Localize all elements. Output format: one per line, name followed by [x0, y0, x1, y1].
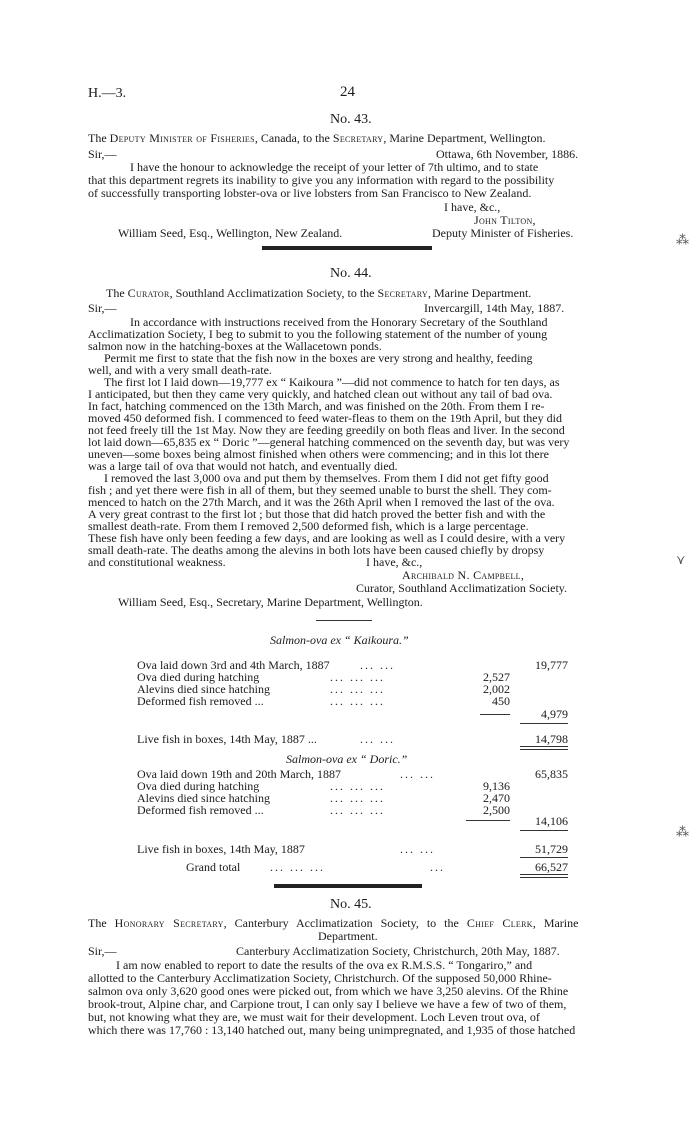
- body-line: which there was 17,760 : 13,140 hatched out, many being unimpregnated, and 1,935 of those hatched: [88, 1023, 576, 1037]
- title-to: Chief Clerk: [466, 916, 533, 930]
- letter-title: [88, 132, 545, 145]
- body-line: was a large tail of ova that would not hatch, and eventually died.: [88, 459, 398, 473]
- title-from: Curator: [127, 286, 170, 300]
- title-pre: The: [106, 286, 125, 300]
- letter-title: [106, 287, 531, 300]
- title-from: Deputy Minister of Fisheries: [109, 131, 255, 145]
- body-line: Permit me first to state that the fish now in the boxes are very strong and healthy, feeding: [104, 351, 533, 365]
- row-label: Live fish in boxes, 14th May, 1887: [137, 842, 305, 856]
- letter-number: No. 43.: [330, 112, 372, 127]
- row-label: Deformed fish removed ...: [137, 694, 264, 708]
- sub-rule: [480, 714, 510, 715]
- dot-leader: ... ... ...: [330, 694, 385, 708]
- subtotal: 4,979: [541, 707, 568, 721]
- dot-leader: ... ...: [360, 732, 395, 746]
- body-line: fish ; and yet there were fish in all of them, but they seemed unable to burst the shell. They com-: [88, 483, 552, 497]
- section-divider: [262, 246, 432, 250]
- dot-leader: ... ...: [400, 767, 435, 781]
- total-rule: [520, 874, 568, 875]
- addressee: William Seed, Esq., Secretary, Marine Department, Wellington.: [118, 595, 423, 609]
- body-line: but, not knowing what they are, we must wait for their development. Loch Leven trout ova, of: [88, 1010, 540, 1024]
- body-line: Acclimatization Society, I beg to submit to you the following statement of the number of young: [88, 327, 548, 341]
- table-heading-kaikoura: Salmon-ova ex “ Kaikoura.”: [270, 633, 409, 647]
- row-label: Grand total: [186, 860, 241, 874]
- dot-leader: ... ... ...: [330, 682, 385, 696]
- closing: I have, &c.,: [366, 555, 423, 569]
- margin-mark: ⋎: [676, 552, 686, 567]
- body-line: These fish have only been feeding a few days, and are looking as well as I could desire, with a very: [88, 531, 566, 545]
- body-line: that this department regrets its inability to give you any information with regard to the possibility: [88, 173, 555, 187]
- dot-leader: ...: [430, 860, 445, 874]
- short-rule: [316, 620, 372, 621]
- salutation: Sir,—: [88, 944, 117, 958]
- body-line: well, and with a very small death-rate.: [88, 363, 272, 377]
- signatory-title: Curator, Southland Acclimatization Society.: [356, 581, 568, 595]
- subtotal: 14,106: [535, 814, 568, 828]
- grand-total: 66,527: [535, 860, 568, 874]
- closing: I have, &c.,: [444, 200, 501, 214]
- row-label: Live fish in boxes, 14th May, 1887 ...: [137, 732, 317, 746]
- row-total: 65,835: [535, 767, 568, 781]
- body-line: I anticipated, but then they came very quickly, and hatched clean out without any tail of bad ova.: [88, 387, 553, 401]
- dateline: Canterbury Acclimatization Society, Christchurch, 20th May, 1887.: [236, 944, 560, 958]
- signatory: John Tilton,: [474, 213, 536, 227]
- title-to: Secretary: [377, 286, 428, 300]
- live-total: 51,729: [535, 842, 568, 856]
- margin-mark: ⁂: [676, 824, 689, 839]
- body-line: I removed the last 3,000 ova and put them by themselves. From them I did not get fifty good: [104, 471, 549, 485]
- body-line: moved 450 deformed fish. I commenced to feed water-fleas to them on the 19th April, but they did: [88, 411, 562, 425]
- title-from: Honorary Secretary: [114, 916, 224, 930]
- body-line: salmon now in the hatching-boxes at the Wallacetown ponds.: [88, 339, 382, 353]
- total-rule: [520, 749, 568, 750]
- dateline: Invercargill, 14th May, 1887.: [424, 301, 565, 315]
- body-line: lot laid down—65,835 ex “ Doric ”—general hatching commenced on the seventh day, but was very: [88, 435, 570, 449]
- signatory-title: Deputy Minister of Fisheries.: [432, 226, 574, 240]
- title-mid: , Canada, to the: [254, 131, 330, 145]
- body-line: salmon ova only 3,620 good ones were picked out, from which we have 3,250 alevins. Of the Rhine: [88, 984, 569, 998]
- body-line: of successfully transporting lobster-ova or live lobsters from San Francisco to New Zealand.: [88, 186, 532, 200]
- running-head-ref: H.—3.: [88, 86, 127, 101]
- dot-leader: ... ... ...: [330, 791, 385, 805]
- total-rule: [520, 746, 568, 747]
- addressee: William Seed, Esq., Wellington, New Zealand.: [118, 226, 343, 240]
- letter-number: No. 44.: [330, 266, 372, 281]
- body-line: not feed freely till the 1st May. Now they are feeding greedily on both fleas and liver. In the second: [88, 423, 565, 437]
- row-label: Alevins died since hatching: [137, 682, 270, 696]
- dot-leader: ... ... ...: [330, 670, 385, 684]
- row-label: Ova died during hatching: [137, 779, 260, 793]
- title-pre: The: [88, 131, 107, 145]
- sub-rule: [466, 820, 510, 821]
- heading-text: Salmon-ova ex “ Doric.”: [286, 752, 408, 766]
- title-mid: , Canterbury Acclimatization Society, to the: [223, 916, 459, 930]
- body-line: The first lot I laid down—19,777 ex “ Kaikoura ”—did not commence to hatch for ten days, as: [104, 375, 560, 389]
- row-label: Deformed fish removed ...: [137, 803, 264, 817]
- row-label: Ova laid down 3rd and 4th March, 1887: [137, 658, 330, 672]
- dot-leader: ... ...: [360, 658, 395, 672]
- margin-mark: ⁂: [676, 232, 689, 247]
- dot-leader: ... ... ...: [330, 779, 385, 793]
- body-line: menced to hatch on the 27th March, and it was the 26th April when I removed the last of the ova.: [88, 495, 555, 509]
- body-line: uneven—some boxes being almost finished when others were commencing; and in this lot there: [88, 447, 549, 461]
- table-heading-doric: [286, 753, 407, 766]
- body-line: smallest death-rate. From them I removed 2,500 deformed fish, which is a large percentage.: [88, 519, 529, 533]
- title-post: , Marine Department, Wellington.: [383, 131, 546, 145]
- body-line: I have the honour to acknowledge the receipt of your letter of 7th ultimo, and to state: [130, 160, 539, 174]
- body-line: A very great contrast to the first lot ; but those that did hatch proved the better fish and with the: [88, 507, 546, 521]
- row-sub: 2,500: [483, 803, 510, 817]
- row-label: Ova died during hatching: [137, 670, 260, 684]
- letter-title-line2: Department.: [318, 929, 378, 943]
- section-divider: [274, 884, 422, 888]
- sum-rule: [520, 857, 568, 858]
- live-total: 14,798: [535, 732, 568, 746]
- body-line: In fact, hatching commenced on the 13th March, and was finished on the 20th. From them I re-: [88, 399, 545, 413]
- title-mid: , Southland Acclimatization Society, to the: [169, 286, 375, 300]
- row-label: Alevins died since hatching: [137, 791, 270, 805]
- letter-number: No. 45.: [330, 897, 372, 912]
- row-label: Ova laid down 19th and 20th March, 1887: [137, 767, 341, 781]
- row-sub: 9,136: [483, 779, 510, 793]
- salutation: Sir,—: [88, 301, 117, 315]
- signatory: Archibald N. Campbell,: [402, 568, 525, 582]
- dot-leader: ... ... ...: [270, 860, 325, 874]
- body-line: small death-rate. The deaths among the alevins in both lots have been caused chiefly by dropsy: [88, 543, 545, 557]
- row-sub: 2,470: [483, 791, 510, 805]
- row-sub: 2,527: [483, 670, 510, 684]
- dateline: Ottawa, 6th November, 1886.: [436, 147, 579, 161]
- total-rule: [520, 877, 568, 878]
- title-post: , Marine Department.: [428, 286, 532, 300]
- body-line: and constitutional weakness.: [88, 555, 226, 569]
- row-sub: 2,002: [483, 682, 510, 696]
- title-to: Secretary: [332, 131, 384, 145]
- dot-leader: ... ...: [400, 842, 435, 856]
- title-post: , Marine: [532, 916, 579, 930]
- dot-leader: ... ... ...: [330, 803, 385, 817]
- body-line: allotted to the Canterbury Acclimatization Society, Christchurch. Of the supposed 50,000 Rhine-: [88, 971, 552, 985]
- body-line: I am now enabled to report to date the results of the ova ex R.M.S.S. “ Tongariro,” and: [116, 958, 533, 972]
- row-sub: 450: [492, 694, 510, 708]
- sum-rule: [520, 723, 568, 724]
- title-pre: The: [88, 916, 107, 930]
- sum-rule: [520, 830, 568, 831]
- salutation: Sir,—: [88, 147, 117, 161]
- row-total: 19,777: [535, 658, 568, 672]
- page-number: 24: [340, 84, 355, 100]
- body-line: In accordance with instructions received from the Honorary Secretary of the Southland: [130, 315, 548, 329]
- body-line: brook-trout, Alpine char, and Carpione trout, I can only say I believe we have a few of two of them,: [88, 997, 567, 1011]
